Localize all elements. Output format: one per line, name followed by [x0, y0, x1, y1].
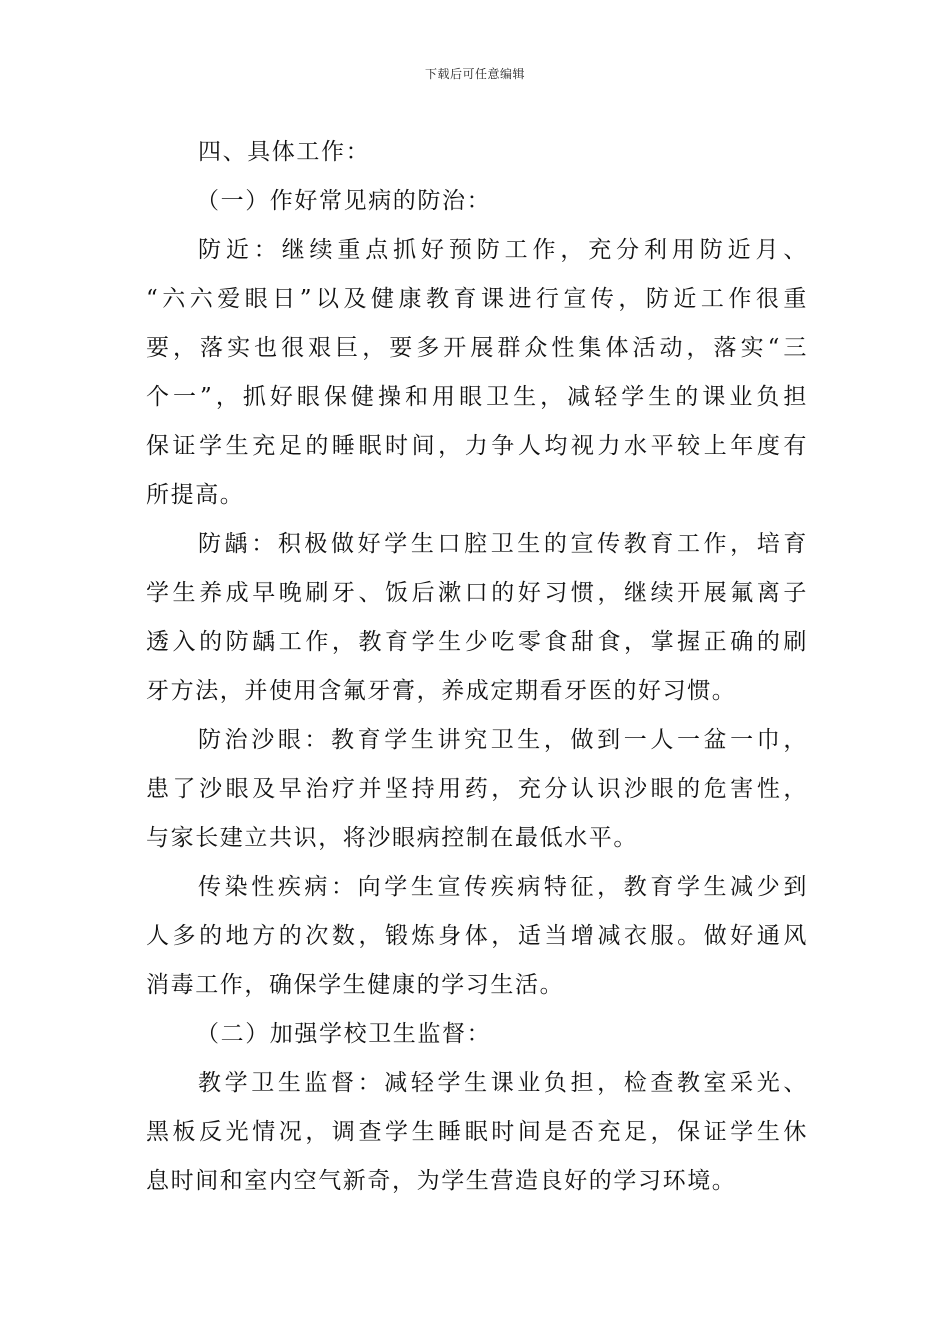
paragraph-line: 患了沙眼及早治疗并坚持用药，充分认识沙眼的危害性， [146, 776, 808, 802]
paragraph-line: 防近：继续重点抓好预防工作，充分利用防近月、 [198, 237, 808, 263]
paragraph-line: 学生养成早晚刷牙、饭后漱口的好习惯，继续开展氟离子 [146, 580, 808, 606]
paragraph-line: 黑板反光情况，调查学生睡眠时间是否充足，保证学生休 [146, 1119, 808, 1145]
paragraph-line: 教学卫生监督：减轻学生课业负担，检查教室采光、 [198, 1070, 808, 1096]
paragraph-line: 传染性疾病：向学生宣传疾病特征，教育学生减少到 [198, 874, 808, 900]
paragraph-line: 个一”，抓好眼保健操和用眼卫生，减轻学生的课业负担 [146, 384, 808, 410]
paragraph-line: 防治沙眼：教育学生讲究卫生，做到一人一盆一巾， [198, 727, 808, 753]
paragraph-line: 息时间和室内空气新奇，为学生营造良好的学习环境。 [146, 1168, 737, 1194]
paragraph-line: 所提高。 [146, 482, 245, 508]
paragraph-line: 要，落实也很艰巨，要多开展群众性集体活动，落实“三 [146, 335, 808, 361]
paragraph-line: 保证学生充足的睡眠时间，力争人均视力水平较上年度有 [146, 433, 808, 459]
paragraph-line: 人多的地方的次数，锻炼身体，适当增减衣服。做好通风 [146, 923, 808, 949]
paragraph-line: 牙方法，并使用含氟牙膏，养成定期看牙医的好习惯。 [146, 678, 737, 704]
document-body [146, 128, 808, 1206]
section-heading: 四、具体工作： [198, 139, 371, 165]
header-note: 下载后可任意编辑 [424, 67, 525, 81]
paragraph-line: 与家长建立共识，将沙眼病控制在最低水平。 [146, 825, 638, 851]
paragraph-line: 防龋：积极做好学生口腔卫生的宣传教育工作，培育 [198, 531, 808, 557]
paragraph-line: 消毒工作，确保学生健康的学习生活。 [146, 972, 565, 998]
paragraph-line: “六六爱眼日”以及健康教育课进行宣传，防近工作很重 [146, 286, 808, 312]
subsection-heading: （一）作好常见病的防治： [196, 188, 492, 214]
paragraph-line: 透入的防龋工作，教育学生少吃零食甜食，掌握正确的刷 [146, 629, 808, 655]
subsection-heading: （二）加强学校卫生监督： [196, 1021, 492, 1047]
